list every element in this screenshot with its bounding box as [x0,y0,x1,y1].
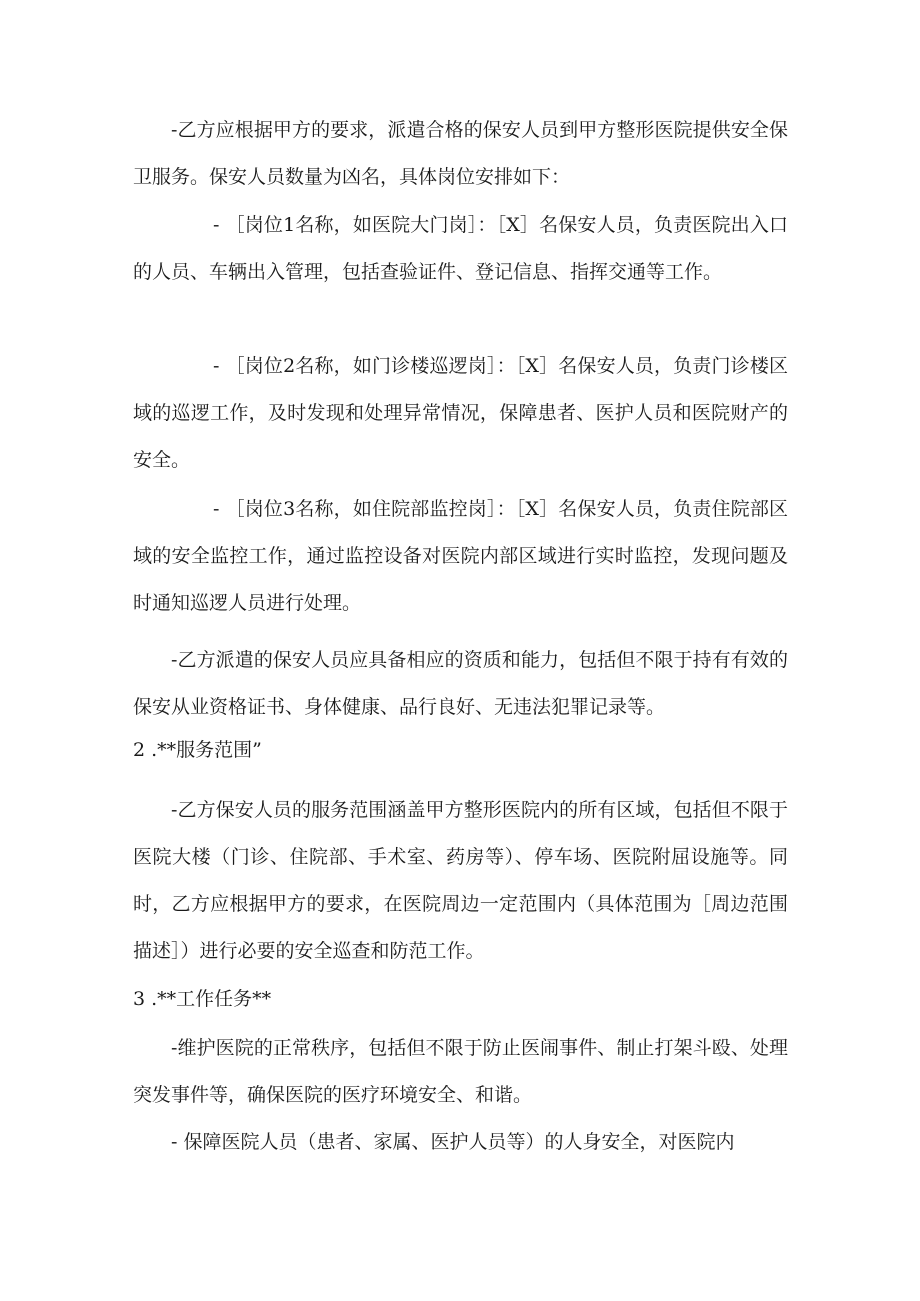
paragraph-staff-qualifications: -乙方派遣的保安人员应具备相应的资质和能力，包括但不限于持有有效的保安从业资格证书、身体健康、品行良好、无违法犯罪记录等。 [133,649,788,718]
section-heading-service-scope: 2 .**服务范围” [133,739,262,761]
section-heading-work-tasks: 3 .**工作任务** [133,988,272,1010]
paragraph-post-2-outpatient-patrol: - ［岗位2名称，如门诊楼巡逻岗］：［X］名保安人员，负责门诊楼区域的巡逻工作，及时发现和处理异常情况，保障患者、医护人员和医院财产的安全。 [133,355,788,471]
paragraph-maintain-order: -维护医院的正常秩序，包括但不限于防止医闹事件、制止打架斗殴、处理突发事件等，确保医院的医疗环境安全、和谐。 [133,1037,788,1106]
paragraph-personal-safety: - 保障医院人员（患者、家属、医护人员等）的人身安全，对医院内 [171,1131,735,1153]
paragraph-service-scope: -乙方保安人员的服务范围涵盖甲方整形医院内的所有区域，包括但不限于医院大楼（门诊、住院部、手术室、药房等）、停车场、医院附屈设施等。同时，乙方应根据甲方的要求，在医院周边一定范围内（具体范围为［周边范围描述］）进行必要的安全巡查和防范工作。 [133,799,788,962]
paragraph-security-staffing: -乙方应根据甲方的要求，派遣合格的保安人员到甲方整形医院提供安全保卫服务。保安人员数量为凶名，具体岗位安排如下： [133,119,788,188]
paragraph-post-3-inpatient-monitoring: - ［岗位3名称，如住院部监控岗］：［X］名保安人员，负责住院部区域的安全监控工作，通过监控设备对医院内部区域进行实时监控，发现问题及时通知巡逻人员进行处理。 [133,498,788,614]
paragraph-post-1-main-gate: - ［岗位1名称，如医院大门岗］：［X］名保安人员，负责医院出入口的人员、车辆出入管理，包括查验证件、登记信息、指挥交通等工作。 [133,214,788,283]
